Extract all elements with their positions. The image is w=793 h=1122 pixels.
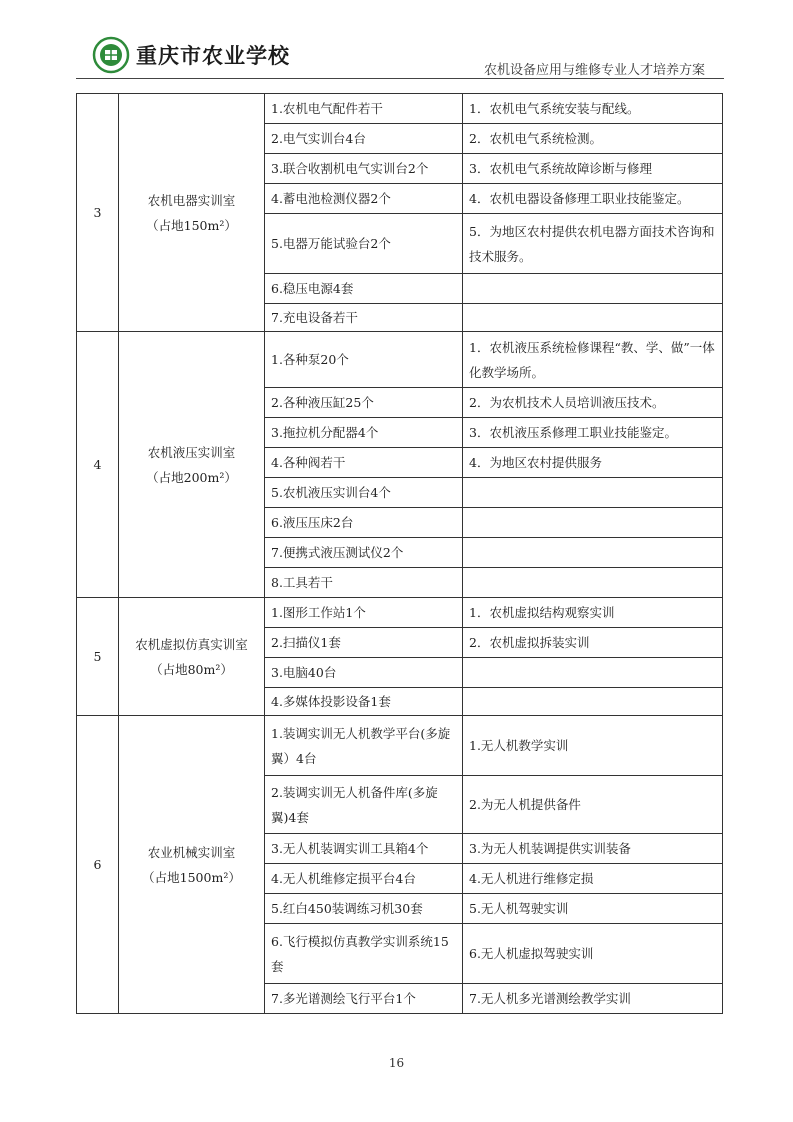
room-number-cell: 6 xyxy=(77,716,119,1014)
equipment-cell: 5.农机液压实训台4个 xyxy=(265,478,463,508)
equipment-cell: 1.农机电气配件若干 xyxy=(265,94,463,124)
function-cell: 2.为无人机提供备件 xyxy=(463,776,723,834)
equipment-cell: 2.电气实训台4台 xyxy=(265,124,463,154)
equipment-cell: 5.红白450装调练习机30套 xyxy=(265,894,463,924)
room-name: 农机液压实训室 xyxy=(147,444,236,460)
room-number-cell: 5 xyxy=(77,598,119,716)
equipment-cell: 4.多媒体投影设备1套 xyxy=(265,688,463,716)
function-cell: 6.无人机虚拟驾驶实训 xyxy=(463,924,723,984)
function-cell xyxy=(463,658,723,688)
equipment-cell: 2.扫描仪1套 xyxy=(265,628,463,658)
equipment-cell: 4.无人机维修定损平台4台 xyxy=(265,864,463,894)
function-cell: 1．农机虚拟结构观察实训 xyxy=(463,598,723,628)
function-cell xyxy=(463,274,723,304)
equipment-cell: 3.联合收割机电气实训台2个 xyxy=(265,154,463,184)
room-area: （占地80m²） xyxy=(150,661,233,677)
equipment-cell: 1.装调实训无人机教学平台(多旋翼）4台 xyxy=(265,716,463,776)
document-title: 农机设备应用与维修专业人才培养方案 xyxy=(484,63,706,78)
equipment-cell: 1.各种泵20个 xyxy=(265,332,463,388)
function-cell: 5.无人机驾驶实训 xyxy=(463,894,723,924)
school-name: 重庆市农业学校 xyxy=(136,44,290,68)
equipment-cell: 4.各种阀若干 xyxy=(265,448,463,478)
table-body xyxy=(77,94,723,1014)
room-area: （占地1500m²） xyxy=(142,869,241,885)
room-number-cell: 3 xyxy=(77,94,119,332)
room-number-cell: 4 xyxy=(77,332,119,598)
room-name: 农业机械实训室 xyxy=(147,844,236,860)
function-cell: 2．农机电气系统检测。 xyxy=(463,124,723,154)
equipment-cell: 3.电脑40台 xyxy=(265,658,463,688)
equipment-cell: 6.稳压电源4套 xyxy=(265,274,463,304)
function-cell xyxy=(463,538,723,568)
function-cell xyxy=(463,478,723,508)
equipment-cell: 8.工具若干 xyxy=(265,568,463,598)
function-cell xyxy=(463,304,723,332)
function-cell: 4．为地区农村提供服务 xyxy=(463,448,723,478)
table-row xyxy=(77,94,723,124)
equipment-cell: 3.拖拉机分配器4个 xyxy=(265,418,463,448)
page-header xyxy=(0,0,793,80)
room-name: 农机虚拟仿真实训室 xyxy=(135,636,248,652)
equipment-cell: 4.蓄电池检测仪器2个 xyxy=(265,184,463,214)
equipment-cell: 2.装调实训无人机备件库(多旋翼)4套 xyxy=(265,776,463,834)
room-name-cell xyxy=(119,94,265,332)
function-cell xyxy=(463,688,723,716)
table-row xyxy=(77,716,723,776)
function-cell: 4．农机电器设备修理工职业技能鉴定。 xyxy=(463,184,723,214)
equipment-cell: 6.飞行模拟仿真教学实训系统15套 xyxy=(265,924,463,984)
function-cell: 1．农机液压系统检修课程“教、学、做”一体化教学场所。 xyxy=(463,332,723,388)
function-cell: 3．农机电气系统故障诊断与修理 xyxy=(463,154,723,184)
table-row xyxy=(77,598,723,628)
function-cell: 2．农机虚拟拆装实训 xyxy=(463,628,723,658)
training-rooms-table xyxy=(76,93,723,1014)
function-cell: 3.为无人机装调提供实训装备 xyxy=(463,834,723,864)
function-cell: 2．为农机技术人员培训液压技术。 xyxy=(463,388,723,418)
equipment-cell: 2.各种液压缸25个 xyxy=(265,388,463,418)
equipment-cell: 5.电器万能试验台2个 xyxy=(265,214,463,274)
room-area: （占地200m²） xyxy=(146,469,237,485)
function-cell: 3．农机液压系修理工职业技能鉴定。 xyxy=(463,418,723,448)
equipment-cell: 7.便携式液压测试仪2个 xyxy=(265,538,463,568)
equipment-cell: 3.无人机装调实训工具箱4个 xyxy=(265,834,463,864)
function-cell xyxy=(463,508,723,538)
function-cell xyxy=(463,568,723,598)
function-cell: 1．农机电气系统安装与配线。 xyxy=(463,94,723,124)
function-cell: 7.无人机多光谱测绘教学实训 xyxy=(463,984,723,1014)
room-name-cell xyxy=(119,716,265,1014)
function-cell: 5．为地区农村提供农机电器方面技术咨询和技术服务。 xyxy=(463,214,723,274)
equipment-cell: 6.液压压床2台 xyxy=(265,508,463,538)
room-name-cell xyxy=(119,598,265,716)
table-row xyxy=(77,332,723,388)
header-divider xyxy=(76,78,724,79)
room-name: 农机电器实训室 xyxy=(147,192,236,208)
page-number: 16 xyxy=(388,1056,405,1070)
equipment-cell: 7.多光谱测绘飞行平台1个 xyxy=(265,984,463,1014)
room-area: （占地150m²） xyxy=(146,217,237,233)
room-name-cell xyxy=(119,332,265,598)
equipment-cell: 1.图形工作站1个 xyxy=(265,598,463,628)
function-cell: 1.无人机教学实训 xyxy=(463,716,723,776)
function-cell: 4.无人机进行维修定损 xyxy=(463,864,723,894)
school-logo-icon xyxy=(92,36,130,74)
equipment-cell: 7.充电设备若干 xyxy=(265,304,463,332)
